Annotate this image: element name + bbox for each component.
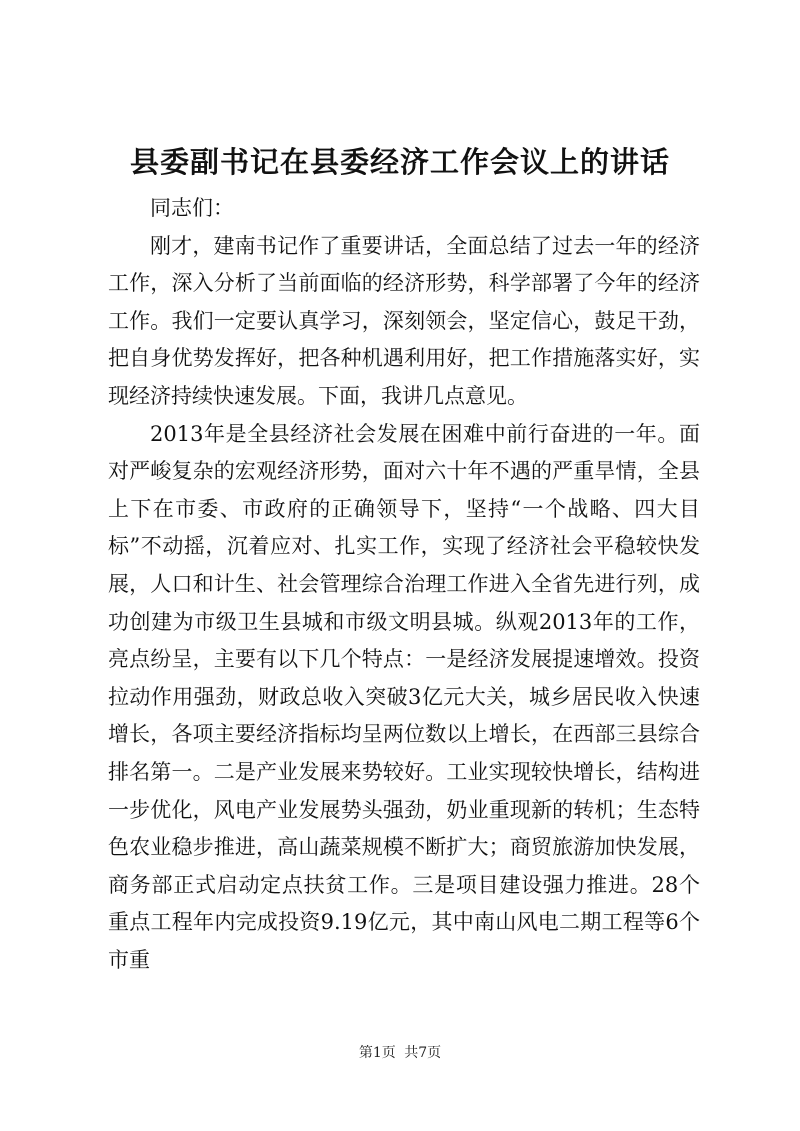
page-total: 共7页 [404,1045,442,1061]
document-body [108,190,700,979]
opening-paragraph: 刚才，建南书记作了重要讲话，全面总结了过去一年的经济工作，深入分析了当前面临的经济形势，科学部署了今年的经济工作。我们一定要认真学习，深刻领会，坚定信心，鼓足干劲，把自身优势发挥好，把各种机遇利用好，把工作措施落实好，实现经济持续快速发展。下面，我讲几点意见。 [108,233,700,408]
salutation-paragraph: 同志们： [150,196,234,220]
page-title: 县委副书记在县委经济工作会议上的讲话 [129,145,670,179]
review-paragraph: 2013年是全县经济社会发展在困难中前行奋进的一年。面对严峻复杂的宏观经济形势，面对六十年不遇的严重旱情，全县上下在市委、市政府的正确领导下，坚持“一个战略、四大目标”不动摇，沉着应对、扎实工作，实现了经济社会平稳较快发展，人口和计生、社会管理综合治理工作进入全省先进行列，成功创建为市级卫生县城和市级文明县城。纵观2013年的工作，亮点纷呈，主要有以下几个特点：一是经济发展提速增效。投资拉动作用强劲，财政总收入突破3亿元大关，城乡居民收入快速增长，各项主要经济指标均呈两位数以上增长，在西部三县综合排名第一。二是产业发展来势较好。工业实现较快增长，结构进一步优化，风电产业发展势头强劲，奶业重现新的转机；生态特色农业稳步推进，高山蔬菜规模不断扩大；商贸旅游加快发展，商务部正式启动定点扶贫工作。三是项目建设强力推进。28个重点工程年内完成投资9.19亿元，其中南山风电二期工程等6个市重 [108,421,700,972]
page-number: 第1页 [358,1045,396,1061]
page-footer [0,1043,800,1063]
